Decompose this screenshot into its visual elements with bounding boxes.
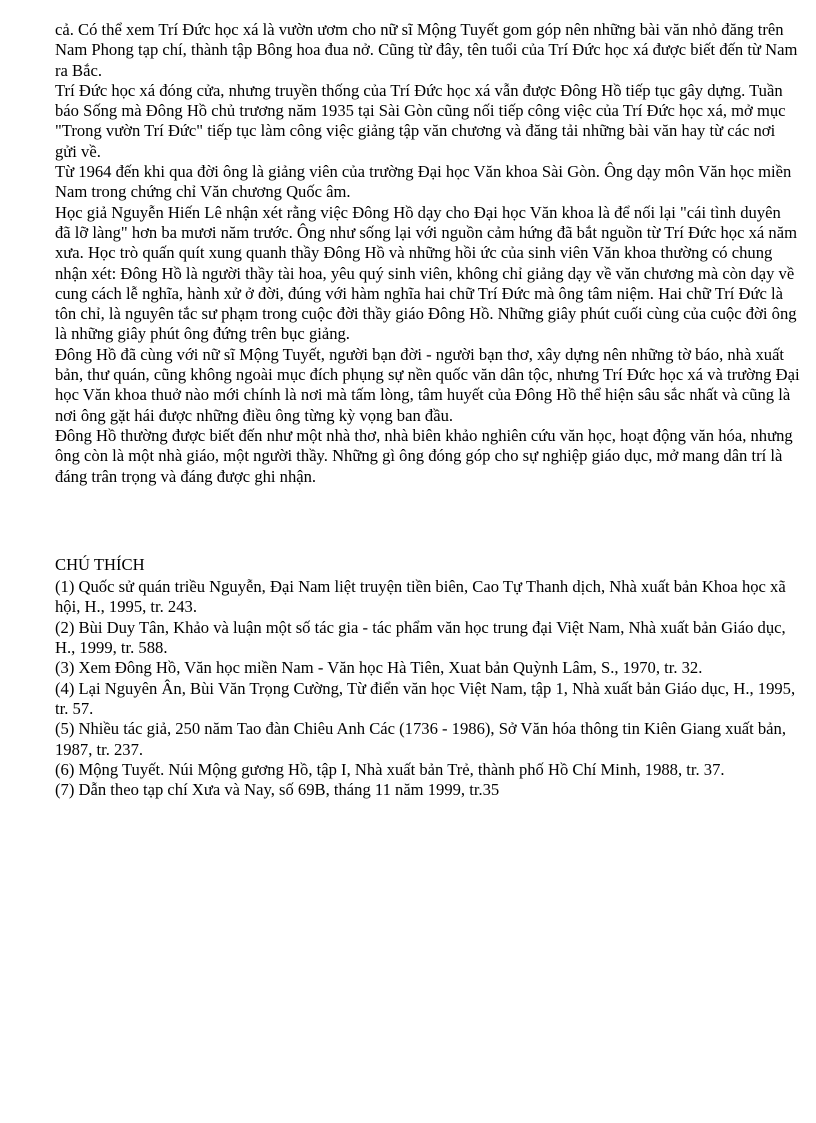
- paragraph: Học giả Nguyễn Hiến Lê nhận xét rằng việc Đông Hồ dạy cho Đại học Văn khoa là để nối lại "cái tình duyên đã lỡ làng" hơn ba mươi năm trước. Ông như sống lại với nguồn cảm hứng đã bắt nguồn từ Trí Đức học xá năm xưa. Học trò quấn quít xung quanh thầy Đông Hồ và những hồi ức của sinh viên Văn khoa thường có chung nhận xét: Đông Hồ là người thầy tài hoa, yêu quý sinh viên, không chỉ giảng dạy về văn chương mà còn dạy về cung cách lễ nghĩa, hành xử ở đời, đúng với hàm nghĩa hai chữ Trí Đức mà ông tâm niệm. Hai chữ Trí Đức là tôn chỉ, là nguyên tắc sư phạm trong cuộc đời thầy giáo Đông Hồ. Những giây phút cuối cùng của cuộc đời ông là những giây phút ông đứng trên bục giảng.: [55, 202, 797, 344]
- note-item: (1) Quốc sử quán triều Nguyễn, Đại Nam liệt truyện tiền biên, Cao Tự Thanh dịch, Nhà xuất bản Khoa học xã hội, H., 1995, tr. 243.: [55, 577, 786, 617]
- note-item: (5) Nhiều tác giả, 250 năm Tao đàn Chiêu Anh Các (1736 - 1986), Sở Văn hóa thông tin Kiên Giang xuất bản, 1987, tr. 237.: [55, 719, 786, 759]
- paragraph: Từ 1964 đến khi qua đời ông là giảng viên của trường Đại học Văn khoa Sài Gòn. Ông dạy môn Văn học miền Nam trong chứng chỉ Văn chương Quốc âm.: [55, 162, 792, 202]
- paragraph: Đông Hồ thường được biết đến như một nhà thơ, nhà biên khảo nghiên cứu văn học, hoạt động văn hóa, nhưng ông còn là một nhà giáo, một người thầy. Những gì ông đóng góp cho sự nghiệp giáo dục, mở mang dân trí là đáng trân trọng và đáng được ghi nhận.: [55, 425, 793, 486]
- paragraph: cả. Có thể xem Trí Đức học xá là vườn ươm cho nữ sĩ Mộng Tuyết gom góp nên những bài văn nhỏ đăng trên Nam Phong tạp chí, thành tập Bông hoa đua nở. Cũng từ đây, tên tuổi của Trí Đức học xá được biết đến từ Nam ra Bắc.: [55, 20, 798, 80]
- note-item: (2) Bùi Duy Tân, Khảo và luận một số tác gia - tác phẩm văn học trung đại Việt Nam, Nhà xuất bản Giáo dục, H., 1999, tr. 588.: [55, 617, 786, 658]
- section-spacer: [55, 487, 800, 555]
- document-page: [55, 20, 800, 800]
- paragraph: Đông Hồ đã cùng với nữ sĩ Mộng Tuyết, người bạn đời - người bạn thơ, xây dựng nên những tờ báo, nhà xuất bản, thư quán, cũng không ngoài mục đích phụng sự nền quốc văn dân tộc, nhưng Trí Đức học xá và trường Đại học Văn khoa thuở nào mới chính là nơi mà tấm lòng, tâm huyết của Đông Hồ thể hiện sâu sắc nhất và cũng là nơi ông gặt hái được những điều ông từng kỳ vọng ban đầu.: [55, 344, 800, 425]
- notes-title: CHÚ THÍCH: [55, 554, 145, 574]
- notes-list: [55, 577, 800, 800]
- body-text: [55, 20, 800, 487]
- paragraph: Trí Đức học xá đóng cửa, nhưng truyền thống của Trí Đức học xá vẫn được Đông Hồ tiếp tục gây dựng. Tuần báo Sống mà Đông Hồ chủ trương năm 1935 tại Sài Gòn cũng nối tiếp công việc của Trí Đức học xá, mở mục "Trong vườn Trí Đức" tiếp tục làm công việc giảng tập văn chương và đăng tải những bài văn hay từ các nơi gửi về.: [55, 80, 786, 161]
- note-item: (7) Dẫn theo tạp chí Xưa và Nay, số 69B, tháng 11 năm 1999, tr.35: [55, 780, 500, 800]
- note-item: (3) Xem Đông Hồ, Văn học miền Nam - Văn học Hà Tiên, Xuat bản Quỳnh Lâm, S., 1970, tr. 32.: [55, 658, 703, 678]
- note-item: (4) Lại Nguyên Ân, Bùi Văn Trọng Cường, Từ điển văn học Việt Nam, tập 1, Nhà xuất bản Giáo dục, H., 1995, tr. 57.: [55, 678, 796, 718]
- note-item: (6) Mộng Tuyết. Núi Mộng gương Hồ, tập I, Nhà xuất bản Trẻ, thành phố Hồ Chí Minh, 1988, tr. 37.: [55, 759, 725, 779]
